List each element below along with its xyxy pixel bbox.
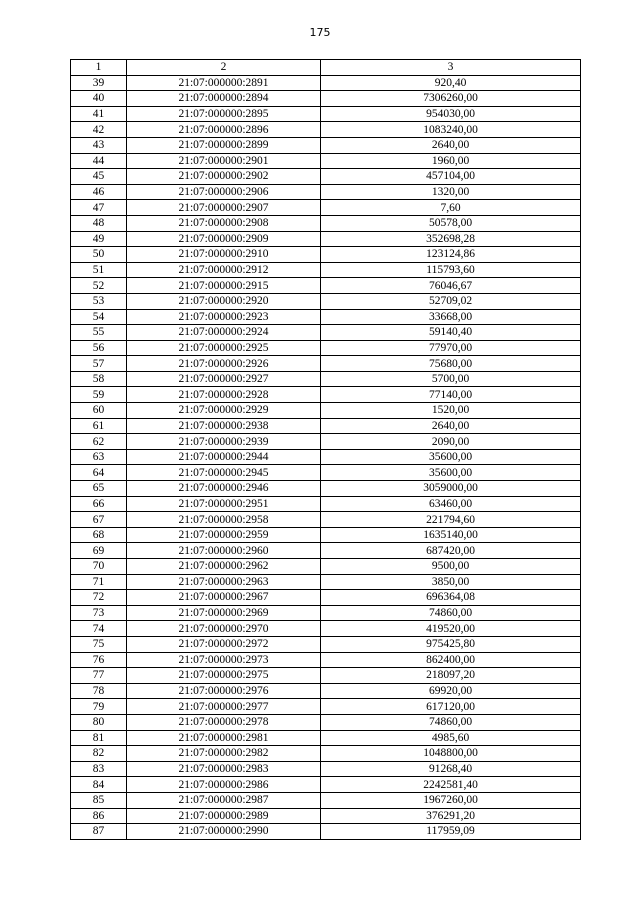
cadastral-number-cell: 21:07:000000:2920 bbox=[127, 293, 321, 309]
row-number-cell: 69 bbox=[71, 543, 127, 559]
table-row bbox=[71, 636, 581, 652]
table-row bbox=[71, 184, 581, 200]
cadastral-number-cell: 21:07:000000:2939 bbox=[127, 434, 321, 450]
table-row bbox=[71, 434, 581, 450]
column-header-1: 1 bbox=[71, 60, 127, 76]
row-number-cell: 77 bbox=[71, 668, 127, 684]
cadastral-number-cell: 21:07:000000:2908 bbox=[127, 215, 321, 231]
value-cell: 2090,00 bbox=[321, 434, 581, 450]
value-cell: 76046,67 bbox=[321, 278, 581, 294]
row-number-cell: 47 bbox=[71, 200, 127, 216]
table-row bbox=[71, 200, 581, 216]
cadastral-number-cell: 21:07:000000:2970 bbox=[127, 621, 321, 637]
row-number-cell: 44 bbox=[71, 153, 127, 169]
table-header-row bbox=[71, 60, 581, 76]
cadastral-number-cell: 21:07:000000:2969 bbox=[127, 605, 321, 621]
value-cell: 1960,00 bbox=[321, 153, 581, 169]
value-cell: 50578,00 bbox=[321, 215, 581, 231]
column-header-2: 2 bbox=[127, 60, 321, 76]
cadastral-number-cell: 21:07:000000:2978 bbox=[127, 714, 321, 730]
row-number-cell: 48 bbox=[71, 215, 127, 231]
row-number-cell: 79 bbox=[71, 699, 127, 715]
row-number-cell: 46 bbox=[71, 184, 127, 200]
table-row bbox=[71, 403, 581, 419]
row-number-cell: 51 bbox=[71, 262, 127, 278]
value-cell: 7,60 bbox=[321, 200, 581, 216]
table-row bbox=[71, 262, 581, 278]
value-cell: 687420,00 bbox=[321, 543, 581, 559]
table-row bbox=[71, 668, 581, 684]
value-cell: 3850,00 bbox=[321, 574, 581, 590]
table-row bbox=[71, 137, 581, 153]
row-number-cell: 85 bbox=[71, 792, 127, 808]
row-number-cell: 81 bbox=[71, 730, 127, 746]
cadastral-number-cell: 21:07:000000:2923 bbox=[127, 309, 321, 325]
cadastral-number-cell: 21:07:000000:2928 bbox=[127, 387, 321, 403]
row-number-cell: 54 bbox=[71, 309, 127, 325]
table-row bbox=[71, 449, 581, 465]
row-number-cell: 67 bbox=[71, 512, 127, 528]
value-cell: 52709,02 bbox=[321, 293, 581, 309]
cadastral-number-cell: 21:07:000000:2907 bbox=[127, 200, 321, 216]
value-cell: 123124,86 bbox=[321, 247, 581, 263]
row-number-cell: 86 bbox=[71, 808, 127, 824]
row-number-cell: 55 bbox=[71, 325, 127, 341]
value-cell: 115793,60 bbox=[321, 262, 581, 278]
table-row bbox=[71, 621, 581, 637]
row-number-cell: 74 bbox=[71, 621, 127, 637]
value-cell: 117959,09 bbox=[321, 824, 581, 840]
value-cell: 1048800,00 bbox=[321, 746, 581, 762]
table-row bbox=[71, 293, 581, 309]
table-row bbox=[71, 309, 581, 325]
value-cell: 74860,00 bbox=[321, 605, 581, 621]
cadastral-number-cell: 21:07:000000:2927 bbox=[127, 371, 321, 387]
table-row bbox=[71, 356, 581, 372]
cadastral-number-cell: 21:07:000000:2960 bbox=[127, 543, 321, 559]
row-number-cell: 83 bbox=[71, 761, 127, 777]
table-row bbox=[71, 91, 581, 107]
row-number-cell: 56 bbox=[71, 340, 127, 356]
row-number-cell: 72 bbox=[71, 590, 127, 606]
cadastral-number-cell: 21:07:000000:2924 bbox=[127, 325, 321, 341]
row-number-cell: 63 bbox=[71, 449, 127, 465]
table-row bbox=[71, 371, 581, 387]
cadastral-number-cell: 21:07:000000:2989 bbox=[127, 808, 321, 824]
value-cell: 218097,20 bbox=[321, 668, 581, 684]
table-row bbox=[71, 777, 581, 793]
table-row bbox=[71, 247, 581, 263]
row-number-cell: 70 bbox=[71, 559, 127, 575]
value-cell: 77140,00 bbox=[321, 387, 581, 403]
value-cell: 33668,00 bbox=[321, 309, 581, 325]
row-number-cell: 80 bbox=[71, 714, 127, 730]
cadastral-number-cell: 21:07:000000:2906 bbox=[127, 184, 321, 200]
value-cell: 4985,60 bbox=[321, 730, 581, 746]
cadastral-number-cell: 21:07:000000:2962 bbox=[127, 559, 321, 575]
cadastral-number-cell: 21:07:000000:2973 bbox=[127, 652, 321, 668]
table-row bbox=[71, 559, 581, 575]
row-number-cell: 41 bbox=[71, 106, 127, 122]
cadastral-number-cell: 21:07:000000:2891 bbox=[127, 75, 321, 91]
value-cell: 2242581,40 bbox=[321, 777, 581, 793]
table-row bbox=[71, 527, 581, 543]
row-number-cell: 87 bbox=[71, 824, 127, 840]
row-number-cell: 45 bbox=[71, 169, 127, 185]
row-number-cell: 76 bbox=[71, 652, 127, 668]
table-row bbox=[71, 278, 581, 294]
row-number-cell: 50 bbox=[71, 247, 127, 263]
value-cell: 3059000,00 bbox=[321, 481, 581, 497]
table-row bbox=[71, 605, 581, 621]
row-number-cell: 52 bbox=[71, 278, 127, 294]
table-row bbox=[71, 543, 581, 559]
row-number-cell: 78 bbox=[71, 683, 127, 699]
cadastral-number-cell: 21:07:000000:2896 bbox=[127, 122, 321, 138]
table-row bbox=[71, 340, 581, 356]
cadastral-number-cell: 21:07:000000:2977 bbox=[127, 699, 321, 715]
table-row bbox=[71, 683, 581, 699]
value-cell: 63460,00 bbox=[321, 496, 581, 512]
table-row bbox=[71, 418, 581, 434]
table-row bbox=[71, 387, 581, 403]
value-cell: 77970,00 bbox=[321, 340, 581, 356]
value-cell: 617120,00 bbox=[321, 699, 581, 715]
value-cell: 920,40 bbox=[321, 75, 581, 91]
table-row bbox=[71, 714, 581, 730]
row-number-cell: 58 bbox=[71, 371, 127, 387]
cadastral-number-cell: 21:07:000000:2899 bbox=[127, 137, 321, 153]
cadastral-number-cell: 21:07:000000:2895 bbox=[127, 106, 321, 122]
table-row bbox=[71, 699, 581, 715]
table-row bbox=[71, 512, 581, 528]
row-number-cell: 53 bbox=[71, 293, 127, 309]
column-header-3: 3 bbox=[321, 60, 581, 76]
cadastral-number-cell: 21:07:000000:2983 bbox=[127, 761, 321, 777]
row-number-cell: 49 bbox=[71, 231, 127, 247]
cadastral-number-cell: 21:07:000000:2981 bbox=[127, 730, 321, 746]
table-body bbox=[71, 75, 581, 839]
table-row bbox=[71, 325, 581, 341]
table-row bbox=[71, 590, 581, 606]
row-number-cell: 43 bbox=[71, 137, 127, 153]
row-number-cell: 75 bbox=[71, 636, 127, 652]
table-row bbox=[71, 122, 581, 138]
value-cell: 1967260,00 bbox=[321, 792, 581, 808]
row-number-cell: 68 bbox=[71, 527, 127, 543]
cadastral-number-cell: 21:07:000000:2951 bbox=[127, 496, 321, 512]
cadastral-number-cell: 21:07:000000:2902 bbox=[127, 169, 321, 185]
table-row bbox=[71, 465, 581, 481]
table-row bbox=[71, 824, 581, 840]
cadastral-number-cell: 21:07:000000:2945 bbox=[127, 465, 321, 481]
row-number-cell: 39 bbox=[71, 75, 127, 91]
row-number-cell: 60 bbox=[71, 403, 127, 419]
value-cell: 419520,00 bbox=[321, 621, 581, 637]
cadastral-number-cell: 21:07:000000:2958 bbox=[127, 512, 321, 528]
value-cell: 35600,00 bbox=[321, 465, 581, 481]
row-number-cell: 64 bbox=[71, 465, 127, 481]
table-row bbox=[71, 574, 581, 590]
table-row bbox=[71, 746, 581, 762]
value-cell: 75680,00 bbox=[321, 356, 581, 372]
table-row bbox=[71, 761, 581, 777]
value-cell: 862400,00 bbox=[321, 652, 581, 668]
row-number-cell: 59 bbox=[71, 387, 127, 403]
table-row bbox=[71, 481, 581, 497]
table-row bbox=[71, 215, 581, 231]
row-number-cell: 40 bbox=[71, 91, 127, 107]
cadastral-number-cell: 21:07:000000:2929 bbox=[127, 403, 321, 419]
cadastral-number-cell: 21:07:000000:2972 bbox=[127, 636, 321, 652]
value-cell: 1320,00 bbox=[321, 184, 581, 200]
row-number-cell: 61 bbox=[71, 418, 127, 434]
value-cell: 1083240,00 bbox=[321, 122, 581, 138]
cadastral-number-cell: 21:07:000000:2982 bbox=[127, 746, 321, 762]
row-number-cell: 71 bbox=[71, 574, 127, 590]
value-cell: 352698,28 bbox=[321, 231, 581, 247]
table-row bbox=[71, 169, 581, 185]
value-cell: 35600,00 bbox=[321, 449, 581, 465]
cadastral-number-cell: 21:07:000000:2990 bbox=[127, 824, 321, 840]
value-cell: 5700,00 bbox=[321, 371, 581, 387]
cadastral-number-cell: 21:07:000000:2976 bbox=[127, 683, 321, 699]
cadastral-number-cell: 21:07:000000:2975 bbox=[127, 668, 321, 684]
cadastral-number-cell: 21:07:000000:2894 bbox=[127, 91, 321, 107]
row-number-cell: 62 bbox=[71, 434, 127, 450]
value-cell: 59140,40 bbox=[321, 325, 581, 341]
value-cell: 696364,08 bbox=[321, 590, 581, 606]
table-row bbox=[71, 496, 581, 512]
value-cell: 975425,80 bbox=[321, 636, 581, 652]
cadastral-number-cell: 21:07:000000:2944 bbox=[127, 449, 321, 465]
page-number: 175 bbox=[309, 26, 331, 39]
cadastral-number-cell: 21:07:000000:2915 bbox=[127, 278, 321, 294]
table-row bbox=[71, 75, 581, 91]
value-cell: 9500,00 bbox=[321, 559, 581, 575]
value-cell: 74860,00 bbox=[321, 714, 581, 730]
cadastral-number-cell: 21:07:000000:2926 bbox=[127, 356, 321, 372]
cadastral-number-cell: 21:07:000000:2963 bbox=[127, 574, 321, 590]
value-cell: 1520,00 bbox=[321, 403, 581, 419]
cadastral-number-cell: 21:07:000000:2967 bbox=[127, 590, 321, 606]
row-number-cell: 66 bbox=[71, 496, 127, 512]
value-cell: 221794,60 bbox=[321, 512, 581, 528]
value-cell: 1635140,00 bbox=[321, 527, 581, 543]
table-row bbox=[71, 808, 581, 824]
table-row bbox=[71, 652, 581, 668]
row-number-cell: 73 bbox=[71, 605, 127, 621]
row-number-cell: 42 bbox=[71, 122, 127, 138]
cadastral-number-cell: 21:07:000000:2925 bbox=[127, 340, 321, 356]
cadastral-number-cell: 21:07:000000:2909 bbox=[127, 231, 321, 247]
cadastral-number-cell: 21:07:000000:2938 bbox=[127, 418, 321, 434]
value-cell: 2640,00 bbox=[321, 418, 581, 434]
row-number-cell: 65 bbox=[71, 481, 127, 497]
value-cell: 91268,40 bbox=[321, 761, 581, 777]
table-row bbox=[71, 231, 581, 247]
value-cell: 457104,00 bbox=[321, 169, 581, 185]
cadastral-number-cell: 21:07:000000:2986 bbox=[127, 777, 321, 793]
cadastral-number-cell: 21:07:000000:2901 bbox=[127, 153, 321, 169]
cadastral-number-cell: 21:07:000000:2987 bbox=[127, 792, 321, 808]
row-number-cell: 84 bbox=[71, 777, 127, 793]
table-row bbox=[71, 730, 581, 746]
cadastral-number-cell: 21:07:000000:2910 bbox=[127, 247, 321, 263]
row-number-cell: 82 bbox=[71, 746, 127, 762]
cadastral-number-cell: 21:07:000000:2959 bbox=[127, 527, 321, 543]
table-row bbox=[71, 792, 581, 808]
row-number-cell: 57 bbox=[71, 356, 127, 372]
table-row bbox=[71, 153, 581, 169]
data-table bbox=[70, 59, 581, 840]
value-cell: 954030,00 bbox=[321, 106, 581, 122]
value-cell: 69920,00 bbox=[321, 683, 581, 699]
value-cell: 2640,00 bbox=[321, 137, 581, 153]
value-cell: 376291,20 bbox=[321, 808, 581, 824]
cadastral-number-cell: 21:07:000000:2946 bbox=[127, 481, 321, 497]
cadastral-number-cell: 21:07:000000:2912 bbox=[127, 262, 321, 278]
table-row bbox=[71, 106, 581, 122]
value-cell: 7306260,00 bbox=[321, 91, 581, 107]
